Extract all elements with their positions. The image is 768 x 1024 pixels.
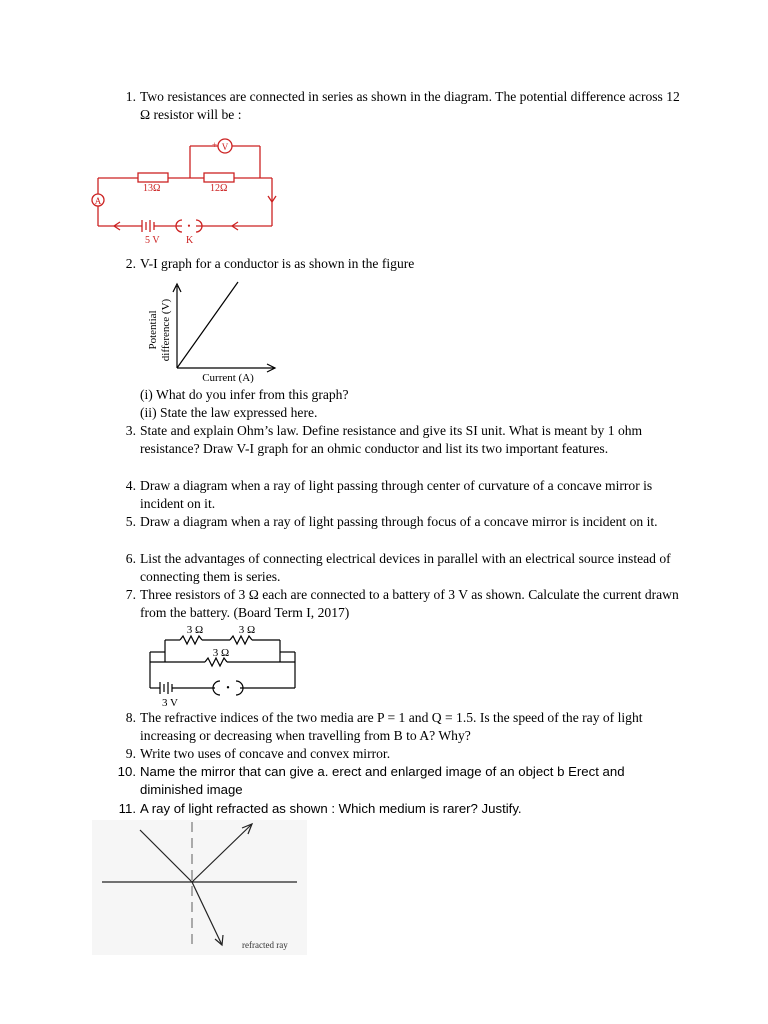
refracted-ray-label: refracted ray bbox=[242, 940, 288, 950]
question-number: 1. bbox=[125, 89, 136, 104]
question-text: Three resistors of 3 Ω each are connected to a battery of 3 V as shown. Calculate the current drawn from the battery. (Board Term I, 2017) bbox=[140, 587, 679, 620]
question-number: 3. bbox=[125, 423, 136, 438]
battery-label: 5 V bbox=[145, 235, 160, 246]
series-circuit-figure bbox=[90, 136, 280, 246]
vi-graph-figure bbox=[140, 278, 280, 386]
resistor-12-label: 12Ω bbox=[210, 183, 228, 194]
battery-label: 3 V bbox=[162, 697, 178, 709]
question-number: 6. bbox=[125, 551, 136, 566]
question-number: 10. bbox=[117, 764, 136, 779]
voltmeter-label: V bbox=[221, 142, 229, 152]
question-number: 11. bbox=[118, 801, 136, 816]
q2-part-1: (i) What do you infer from this graph? bbox=[140, 387, 349, 402]
question-text: Write two uses of concave and convex mirror. bbox=[140, 746, 391, 761]
question-text: Two resistances are connected in series as shown in the diagram. The potential difference across 12 Ω resistor will be : bbox=[140, 89, 680, 122]
vi-line bbox=[177, 282, 238, 368]
graph-ylabel-1: Potential bbox=[147, 310, 159, 350]
question-text: Draw a diagram when a ray of light passing through focus of a concave mirror is incident on it. bbox=[140, 514, 658, 529]
refraction-figure bbox=[92, 820, 307, 955]
resistor-13-ohm bbox=[138, 173, 168, 182]
question-number: 9. bbox=[125, 746, 136, 761]
resistor-label-middle: 3 Ω bbox=[212, 647, 230, 659]
question-number: 7. bbox=[125, 587, 136, 602]
ammeter-label: A bbox=[94, 196, 102, 206]
resistor-13-label: 13Ω bbox=[143, 183, 161, 194]
key-dot: • bbox=[187, 221, 191, 231]
question-text: Name the mirror that can give a. erect and enlarged image of an object b Erect and diminished image bbox=[140, 764, 625, 797]
question-number: 4. bbox=[125, 478, 136, 493]
question-text: V-I graph for a conductor is as shown in the figure bbox=[140, 256, 415, 271]
question-text: Draw a diagram when a ray of light passing through center of curvature of a concave mirror is incident on it. bbox=[140, 478, 653, 511]
key-label: K bbox=[186, 235, 194, 246]
question-number: 8. bbox=[125, 710, 136, 725]
question-number: 2. bbox=[125, 256, 136, 271]
resistor-12-ohm bbox=[204, 173, 234, 182]
plus-sign: + bbox=[212, 140, 218, 150]
question-text: State and explain Ohm’s law. Define resistance and give its SI unit. What is meant by 1 ohm resistance? Draw V-I graph for an ohmic conductor and list its two important features. bbox=[140, 423, 643, 456]
question-text: A ray of light refracted as shown : Which medium is rarer? Justify. bbox=[140, 801, 522, 816]
question-text: List the advantages of connecting electrical devices in parallel with an electrical source instead of connecting them is series. bbox=[140, 551, 671, 584]
question-text: The refractive indices of the two media are P = 1 and Q = 1.5. Is the speed of the ray of light increasing or decreasing when travelling from B to A? Why? bbox=[140, 710, 643, 743]
q2-part-2: (ii) State the law expressed here. bbox=[140, 405, 318, 420]
question-number: 5. bbox=[125, 514, 136, 529]
resistor-label-top-right: 3 Ω bbox=[238, 624, 256, 636]
resistor-label-top-left: 3 Ω bbox=[186, 624, 204, 636]
key-dot: • bbox=[226, 683, 230, 694]
graph-ylabel-2: difference (V) bbox=[160, 298, 172, 362]
graph-xlabel: Current (A) bbox=[202, 372, 254, 384]
resistor-network-figure bbox=[140, 620, 305, 710]
